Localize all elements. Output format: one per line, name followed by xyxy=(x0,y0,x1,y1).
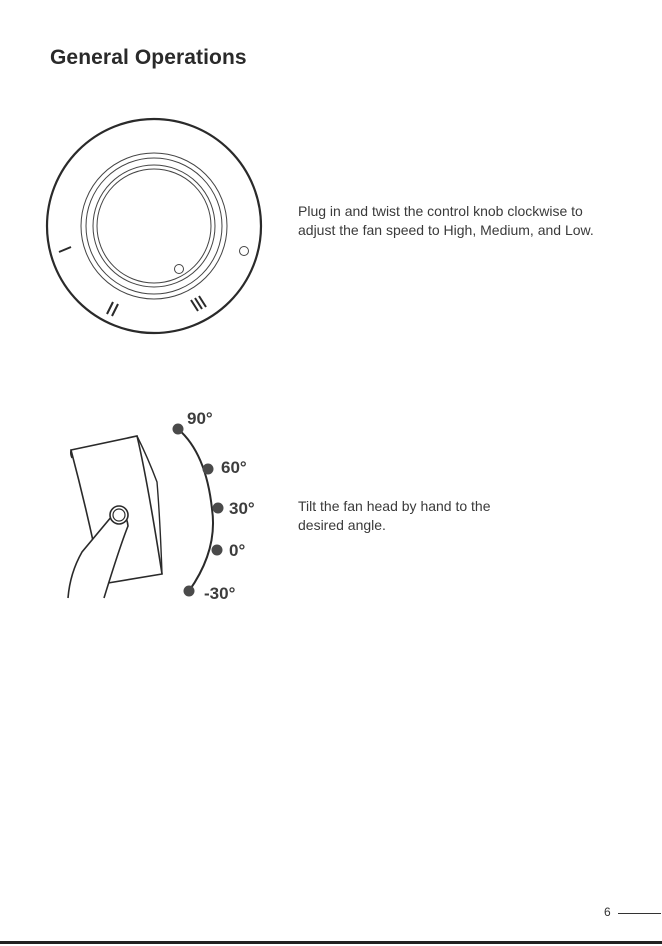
page-number: 6 xyxy=(604,905,611,919)
angle-label-90: 90° xyxy=(187,409,213,428)
speed-mark-medium-icon xyxy=(107,302,118,316)
angle-point-60 xyxy=(203,464,214,475)
fan-head-tilt-icon xyxy=(56,398,276,608)
speed-mark-high-icon xyxy=(191,296,206,311)
knob-instruction-text: Plug in and twist the control knob clockwise to adjust the fan speed to High, Medium, and Low. xyxy=(298,203,594,238)
bottom-rule xyxy=(0,941,662,944)
control-knob-icon xyxy=(40,112,270,342)
speed-mark-low-icon xyxy=(59,247,71,252)
angle-label-30: 30° xyxy=(229,499,255,518)
tilt-instruction-text: Tilt the fan head by hand to the desired angle. xyxy=(298,498,491,533)
angle-point-90 xyxy=(173,424,184,435)
angle-label-0: 0° xyxy=(229,541,246,560)
angle-point-minus-30 xyxy=(184,586,195,597)
angle-label-60: 60° xyxy=(221,458,247,477)
page-title: General Operations xyxy=(50,46,247,69)
page-number-rule xyxy=(618,913,661,914)
angle-point-0 xyxy=(212,545,223,556)
control-knob-figure xyxy=(40,112,270,342)
fan-tilt-figure xyxy=(56,398,276,608)
angle-point-30 xyxy=(213,503,224,514)
angle-label-minus-30: -30° xyxy=(204,584,236,603)
